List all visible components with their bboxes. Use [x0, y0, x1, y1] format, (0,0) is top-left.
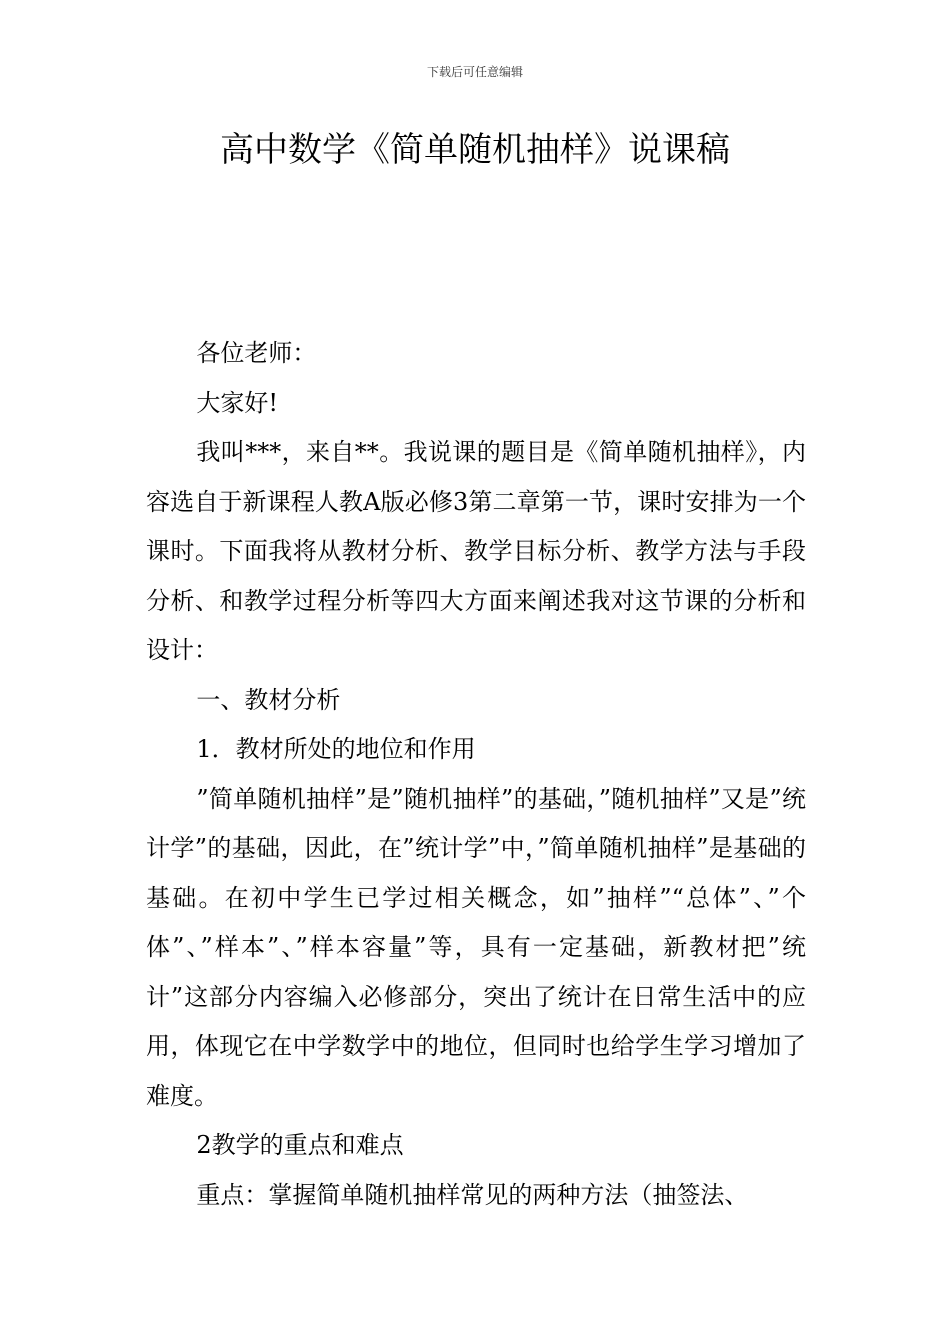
paragraph-greeting: 各位老师： — [196, 339, 317, 367]
paragraph-hello: 大家好! — [196, 388, 279, 417]
paragraph-introduction: 我叫***，来自**。我说课的题目是《简单随机抽样》，内容选自于新课程人教A版必修3第二章第一节，课时安排为一个课时。下面我将从教材分析、教学目标分析、教学方法与手段分析、和教学过程分析等四大方面来阐述我对这节课的分析和设计： — [146, 438, 806, 664]
subsection-heading-position-role: 1．教材所处的地位和作用 — [196, 735, 476, 763]
header-note: 下载后可任意编辑 — [426, 65, 523, 79]
document-body — [146, 329, 806, 1220]
paragraph-position-role: ”简单随机抽样”是”随机抽样”的基础，”随机抽样”又是”统计学”的基础，因此，在”统计学”中，”简单随机抽样”是基础的基础。在初中学生已学过相关概念，如”抽样”“总体”、”个体”、”样本”、”样本容量”等，具有一定基础，新教材把”统计”这部分内容编入必修部分，突出了统计在日常生活中的应用，体现它在中学数学中的地位，但同时也给学生学习增加了难度。 — [146, 784, 806, 1110]
paragraph-key-points: 重点：掌握简单随机抽样常见的两种方法（抽签法、 — [196, 1180, 749, 1209]
section-heading-textbook-analysis: 一、教材分析 — [196, 685, 341, 714]
document-title: 高中数学《简单随机抽样》说课稿 — [220, 130, 730, 170]
subsection-heading-key-points: 2教学的重点和难点 — [196, 1131, 404, 1159]
